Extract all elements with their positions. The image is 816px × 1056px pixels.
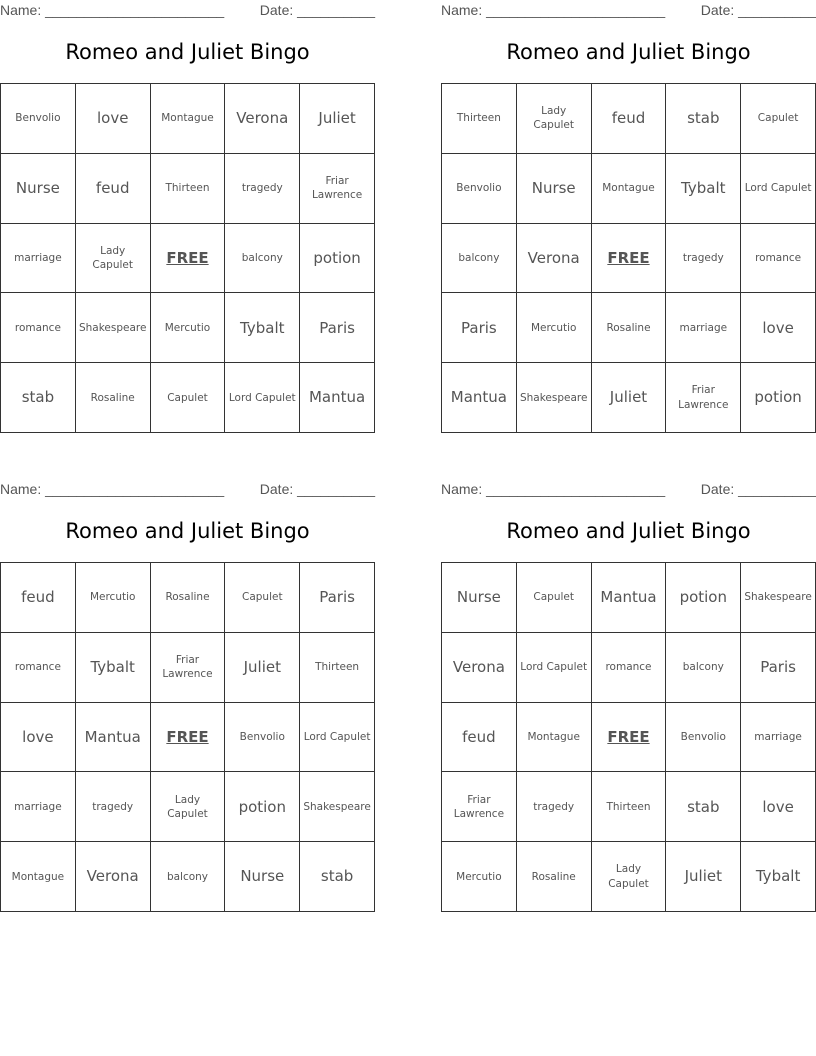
bingo-cell: Lady Capulet <box>151 772 226 842</box>
name-field-label: Name: _______________________ <box>0 2 225 18</box>
bingo-cell: Friar Lawrence <box>300 154 375 224</box>
bingo-cell: potion <box>666 563 741 633</box>
bingo-cell: Mantua <box>300 363 375 433</box>
bingo-cell: balcony <box>442 224 517 294</box>
bingo-grid <box>0 83 375 433</box>
card-title: Romeo and Juliet Bingo <box>65 40 310 64</box>
bingo-cell: Juliet <box>300 84 375 154</box>
bingo-cell: Verona <box>442 633 517 703</box>
bingo-cell: Capulet <box>225 563 300 633</box>
bingo-card <box>0 0 375 440</box>
bingo-cell: Shakespeare <box>76 293 151 363</box>
bingo-cell: Verona <box>225 84 300 154</box>
bingo-cell: Rosaline <box>592 293 667 363</box>
date-field-label: Date: __________ <box>700 481 816 497</box>
bingo-cell: Tybalt <box>741 842 816 912</box>
bingo-cell: Mercutio <box>151 293 226 363</box>
bingo-cell: tragedy <box>76 772 151 842</box>
date-field-label: Date: __________ <box>700 2 816 18</box>
bingo-cell: Shakespeare <box>300 772 375 842</box>
bingo-cell: Thirteen <box>300 633 375 703</box>
bingo-cell: Benvolio <box>225 703 300 773</box>
bingo-cell: tragedy <box>517 772 592 842</box>
bingo-grid <box>441 562 816 912</box>
bingo-cell: Lady Capulet <box>592 842 667 912</box>
bingo-cell: marriage <box>1 772 76 842</box>
card-title: Romeo and Juliet Bingo <box>506 519 751 543</box>
bingo-cell: stab <box>1 363 76 433</box>
bingo-cell: Mercutio <box>442 842 517 912</box>
bingo-cell: Shakespeare <box>517 363 592 433</box>
bingo-cell: feud <box>442 703 517 773</box>
bingo-cell: Lord Capulet <box>741 154 816 224</box>
bingo-cell: Thirteen <box>592 772 667 842</box>
bingo-cell: romance <box>592 633 667 703</box>
bingo-cell: Capulet <box>741 84 816 154</box>
bingo-cell: Shakespeare <box>741 563 816 633</box>
free-space-cell: FREE <box>151 224 226 294</box>
bingo-cell: Rosaline <box>517 842 592 912</box>
bingo-cell: love <box>741 772 816 842</box>
bingo-cell: Lady Capulet <box>76 224 151 294</box>
bingo-cell: love <box>1 703 76 773</box>
bingo-cell: potion <box>225 772 300 842</box>
bingo-cell: Montague <box>1 842 76 912</box>
bingo-cell: Paris <box>300 563 375 633</box>
bingo-cell: balcony <box>151 842 226 912</box>
bingo-cell: Lord Capulet <box>300 703 375 773</box>
free-space-cell: FREE <box>592 224 667 294</box>
bingo-card <box>441 479 816 919</box>
name-date-row <box>0 2 375 20</box>
name-date-row <box>441 481 816 499</box>
bingo-cell: potion <box>300 224 375 294</box>
bingo-cell: feud <box>76 154 151 224</box>
bingo-cell: Benvolio <box>666 703 741 773</box>
bingo-cell: Tybalt <box>666 154 741 224</box>
bingo-cell: Mercutio <box>517 293 592 363</box>
bingo-cell: Juliet <box>592 363 667 433</box>
bingo-cell: Juliet <box>666 842 741 912</box>
bingo-cell: Juliet <box>225 633 300 703</box>
bingo-cell: Tybalt <box>225 293 300 363</box>
bingo-grid <box>0 562 375 912</box>
bingo-cell: Rosaline <box>151 563 226 633</box>
bingo-cell: Benvolio <box>442 154 517 224</box>
bingo-cell: stab <box>300 842 375 912</box>
bingo-cell: Nurse <box>442 563 517 633</box>
bingo-cell: potion <box>741 363 816 433</box>
bingo-cell: Benvolio <box>1 84 76 154</box>
bingo-cell: Mantua <box>76 703 151 773</box>
bingo-cell: tragedy <box>666 224 741 294</box>
name-date-row <box>0 481 375 499</box>
bingo-cell: Thirteen <box>151 154 226 224</box>
bingo-cell: Paris <box>442 293 517 363</box>
bingo-cell: Nurse <box>225 842 300 912</box>
bingo-cell: Verona <box>517 224 592 294</box>
bingo-cell: love <box>76 84 151 154</box>
bingo-cell: Montague <box>151 84 226 154</box>
bingo-cell: Tybalt <box>76 633 151 703</box>
bingo-cell: romance <box>1 633 76 703</box>
bingo-cell: Friar Lawrence <box>666 363 741 433</box>
free-space-cell: FREE <box>151 703 226 773</box>
date-field-label: Date: __________ <box>259 481 375 497</box>
bingo-cell: Verona <box>76 842 151 912</box>
bingo-cell: Capulet <box>517 563 592 633</box>
name-field-label: Name: _______________________ <box>441 481 666 497</box>
bingo-cell: Montague <box>592 154 667 224</box>
bingo-cell: marriage <box>1 224 76 294</box>
bingo-cell: Paris <box>300 293 375 363</box>
bingo-grid <box>441 83 816 433</box>
date-field-label: Date: __________ <box>259 2 375 18</box>
bingo-card <box>441 0 816 440</box>
bingo-cell: romance <box>1 293 76 363</box>
bingo-cell: Montague <box>517 703 592 773</box>
card-title: Romeo and Juliet Bingo <box>65 519 310 543</box>
bingo-cell: Lady Capulet <box>517 84 592 154</box>
bingo-cell: Nurse <box>1 154 76 224</box>
bingo-cell: Friar Lawrence <box>151 633 226 703</box>
bingo-cell: marriage <box>741 703 816 773</box>
bingo-cell: balcony <box>225 224 300 294</box>
bingo-cell: love <box>741 293 816 363</box>
bingo-cell: Capulet <box>151 363 226 433</box>
bingo-cell: balcony <box>666 633 741 703</box>
bingo-cell: stab <box>666 772 741 842</box>
name-date-row <box>441 2 816 20</box>
bingo-cell: Mantua <box>592 563 667 633</box>
bingo-cell: Rosaline <box>76 363 151 433</box>
bingo-cell: Lord Capulet <box>225 363 300 433</box>
bingo-card <box>0 479 375 919</box>
bingo-cell: Mercutio <box>76 563 151 633</box>
bingo-cell: Paris <box>741 633 816 703</box>
bingo-cell: romance <box>741 224 816 294</box>
bingo-cell: tragedy <box>225 154 300 224</box>
bingo-cell: marriage <box>666 293 741 363</box>
bingo-cell: Lord Capulet <box>517 633 592 703</box>
bingo-cell: Friar Lawrence <box>442 772 517 842</box>
bingo-cell: Nurse <box>517 154 592 224</box>
bingo-cell: stab <box>666 84 741 154</box>
bingo-cell: Mantua <box>442 363 517 433</box>
bingo-cell: feud <box>592 84 667 154</box>
bingo-cell: Thirteen <box>442 84 517 154</box>
free-space-cell: FREE <box>592 703 667 773</box>
name-field-label: Name: _______________________ <box>441 2 666 18</box>
name-field-label: Name: _______________________ <box>0 481 225 497</box>
bingo-cell: feud <box>1 563 76 633</box>
card-title: Romeo and Juliet Bingo <box>506 40 751 64</box>
